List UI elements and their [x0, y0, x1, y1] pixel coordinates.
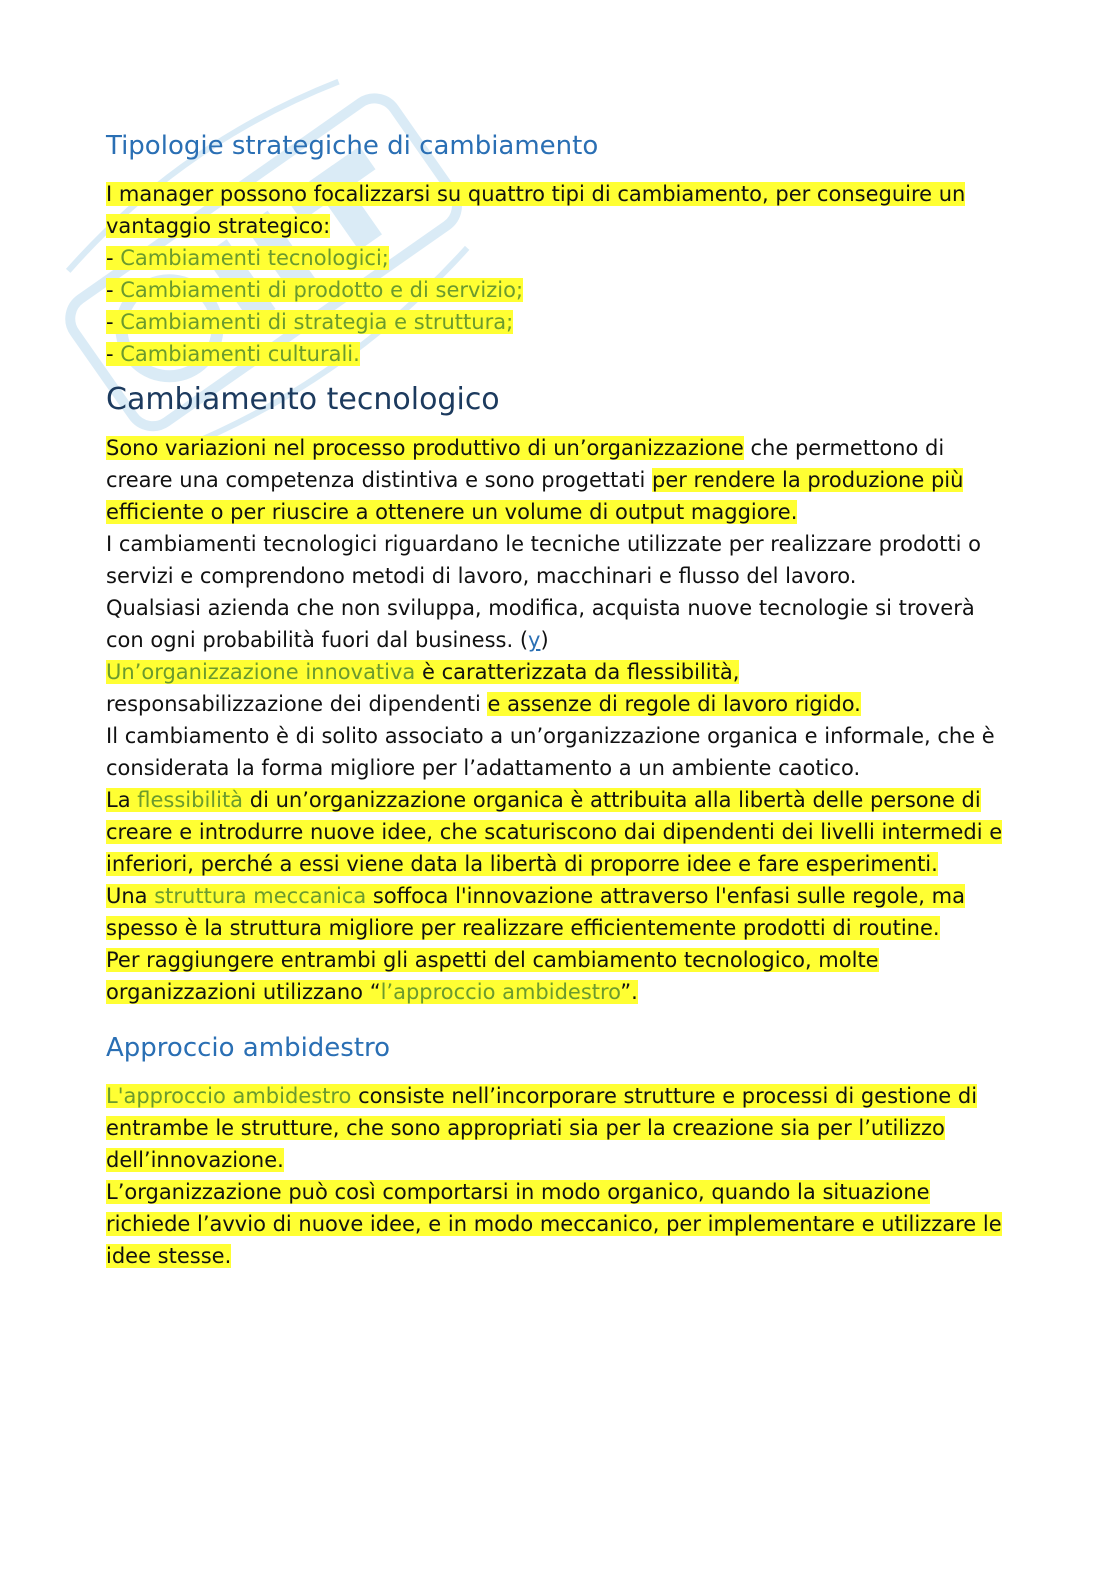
- list-item-text: Cambiamenti di prodotto e di servizio;: [120, 278, 524, 302]
- section-title-approccio-ambidestro: Approccio ambidestro: [106, 1033, 391, 1063]
- list-item-text: Cambiamenti tecnologici;: [120, 246, 389, 270]
- intro-paragraph: [106, 178, 1006, 242]
- list-item: - Cambiamenti culturali.: [106, 342, 360, 366]
- reference-link[interactable]: y: [528, 628, 541, 652]
- paragraph: I cambiamenti tecnologici riguardano le tecniche utilizzate per realizzare prodotti o servizi e comprendono metodi di lavoro, macchinari e flusso del lavoro.: [106, 532, 981, 588]
- paragraph: Un’organizzazione innovativa è caratterizzata da flessibilità, responsabilizzazione dei dipendenti e assenze di regole di lavoro rigido.: [106, 660, 861, 716]
- paragraph: L’organizzazione può così comportarsi in modo organico, quando la situazione richiede l’avvio di nuove idee, e in modo meccanico, per implementare e utilizzare le idee stesse.: [106, 1180, 1002, 1268]
- paragraph: Per raggiungere entrambi gli aspetti del cambiamento tecnologico, molte organizzazioni utilizzano “l’approccio ambidestro”.: [106, 948, 879, 1004]
- paragraph: Il cambiamento è di solito associato a un’organizzazione organica e informale, che è considerata la forma migliore per l’adattamento a un ambiente caotico.: [106, 724, 995, 780]
- paragraph: Qualsiasi azienda che non sviluppa, modifica, acquista nuove tecnologie si troverà con ogni probabilità fuori dal business. (y): [106, 596, 975, 652]
- paragraph: La flessibilità di un’organizzazione organica è attribuita alla libertà delle persone di creare e introdurre nuove idee, che scaturiscono dai dipendenti dei livelli intermedi e inferiori, perché a essi viene data la libertà di proporre idee e fare esperimenti.: [106, 788, 1003, 876]
- document-content: [106, 128, 1006, 1272]
- section-title-tipologie: Tipologie strategiche di cambiamento: [106, 131, 599, 161]
- intro-text: I manager possono focalizzarsi su quattro tipi di cambiamento, per conseguire un vantaggio strategico:: [106, 182, 966, 238]
- list-item: - Cambiamenti di prodotto e di servizio;: [106, 278, 524, 302]
- list-item: - Cambiamenti di strategia e struttura;: [106, 310, 514, 334]
- paragraph: L'approccio ambidestro consiste nell’incorporare strutture e processi di gestione di entrambe le strutture, che sono appropriati sia per la creazione sia per l’utilizzo dell’innovazione.: [106, 1084, 978, 1172]
- list-item-text: Cambiamenti di strategia e struttura;: [120, 310, 514, 334]
- paragraph: Sono variazioni nel processo produttivo di un’organizzazione che permettono di creare una competenza distintiva e sono progettati per rendere la produzione più efficiente o per riuscire a ottenere un volume di output maggiore.: [106, 436, 964, 524]
- list-item-text: Cambiamenti culturali.: [120, 342, 360, 366]
- list-item: - Cambiamenti tecnologici;: [106, 246, 389, 270]
- paragraph: Una struttura meccanica soffoca l'innovazione attraverso l'enfasi sulle regole, ma spesso è la struttura migliore per realizzare efficientemente prodotti di routine.: [106, 884, 965, 940]
- section-title-cambiamento-tecnologico: Cambiamento tecnologico: [106, 382, 500, 417]
